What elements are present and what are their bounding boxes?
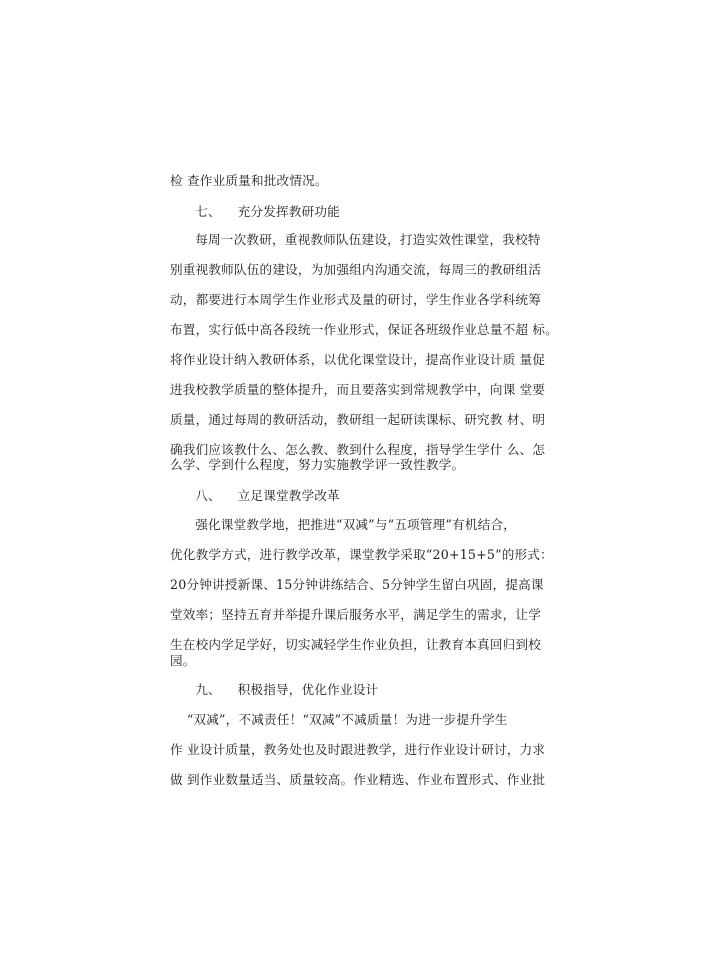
text-line: 确我们应该教什么、怎么教、教到什么程度，指导学生学什 么、怎: [170, 442, 546, 457]
text-line: 生在校内学足学好，切实减轻学生作业负担，让教育本真回归到校: [170, 637, 542, 652]
text-line: 20分钟讲授新课、15分钟讲练结合、5分钟学生留白巩固，提高课: [170, 577, 544, 592]
text-line: “双减”，不减责任！“双减”不减质量！为进一步提升学生: [170, 712, 508, 727]
text-line: 将作业设计纳入教研体系，以优化课堂设计，提高作业设计质 量促: [170, 352, 546, 367]
text-line: 作 业设计质量，教务处也及时跟进教学，进行作业设计研讨，力求: [170, 742, 546, 757]
text-line: 做 到作业数量适当、质量较高。作业精选、作业布置形式、作业批: [170, 772, 546, 787]
text-line: 进我校教学质量的整体提升，而且要落实到常规教学中，向课 堂要: [170, 382, 546, 397]
text-line: 质量，通过每周的教研活动，教研组一起研读课标、研究教 材、明: [170, 412, 546, 427]
section-heading-7: 七、 充分发挥教研功能: [170, 204, 340, 219]
text-line: 布置，实行低中高各段统一作业形式，保证各班级作业总量不超 标。: [170, 322, 559, 337]
text-line: 检 查作业质量和批改情况。: [170, 173, 328, 188]
text-line: 别重视教师队伍的建设，为加强组内沟通交流，每周三的教研组活: [170, 262, 542, 277]
text-line: 优化教学方式，进行教学改革，课堂教学采取“20+15+5”的形式：: [170, 547, 553, 562]
text-line: 么学、学到什么程度，努力实施教学评一致性教学。: [170, 457, 465, 472]
text-line: 堂效率；坚持五育并举提升课后服务水平，满足学生的需求，让学: [170, 607, 542, 622]
text-line: 每周一次教研，重视教师队伍建设，打造实效性课堂，我校特: [170, 232, 541, 247]
text-line: 强化课堂教学地，把推进“双减”与“五项管理”有机结合，: [170, 517, 517, 532]
text-line: 动，都要进行本周学生作业形式及量的研讨，学生作业各学科统筹: [170, 292, 542, 307]
text-line: 园。: [170, 653, 196, 668]
section-heading-9: 九、 积极指导，优化作业设计: [170, 682, 379, 697]
section-heading-8: 八、 立足课堂教学改革: [170, 488, 340, 503]
